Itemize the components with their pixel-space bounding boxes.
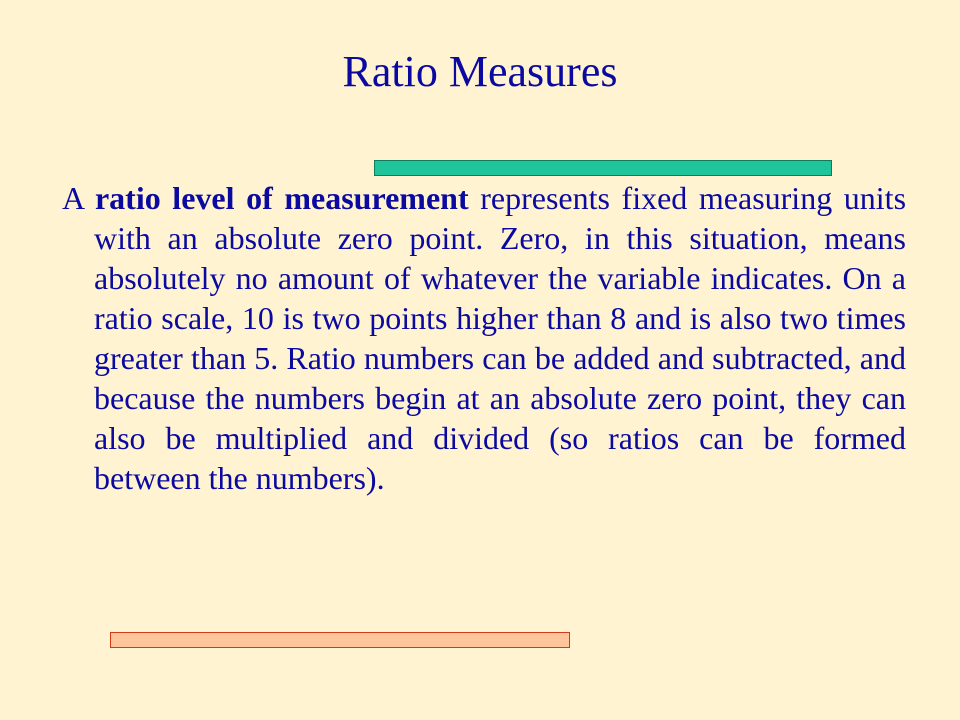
body-text: represents fixed measuring units with an absolute zero point. Zero, in this situation, means absolutely no amount of whatever the variable indicates. On a ratio scale, 10 is two points higher than 8 and is also two times greater than 5. Ratio numbers can be added and subtracted, and because the numbers begin at an absolute zero point, they can also be multiplied and divided (so ratios can be formed between the numbers). [94, 180, 907, 496]
body-lead: A [62, 180, 84, 216]
key-term: ratio level of measurement [94, 180, 469, 216]
teal-highlight-bar [374, 160, 832, 176]
slide-title: Ratio Measures [342, 47, 618, 96]
salmon-highlight-bar [110, 632, 570, 648]
body-paragraph [62, 178, 906, 498]
